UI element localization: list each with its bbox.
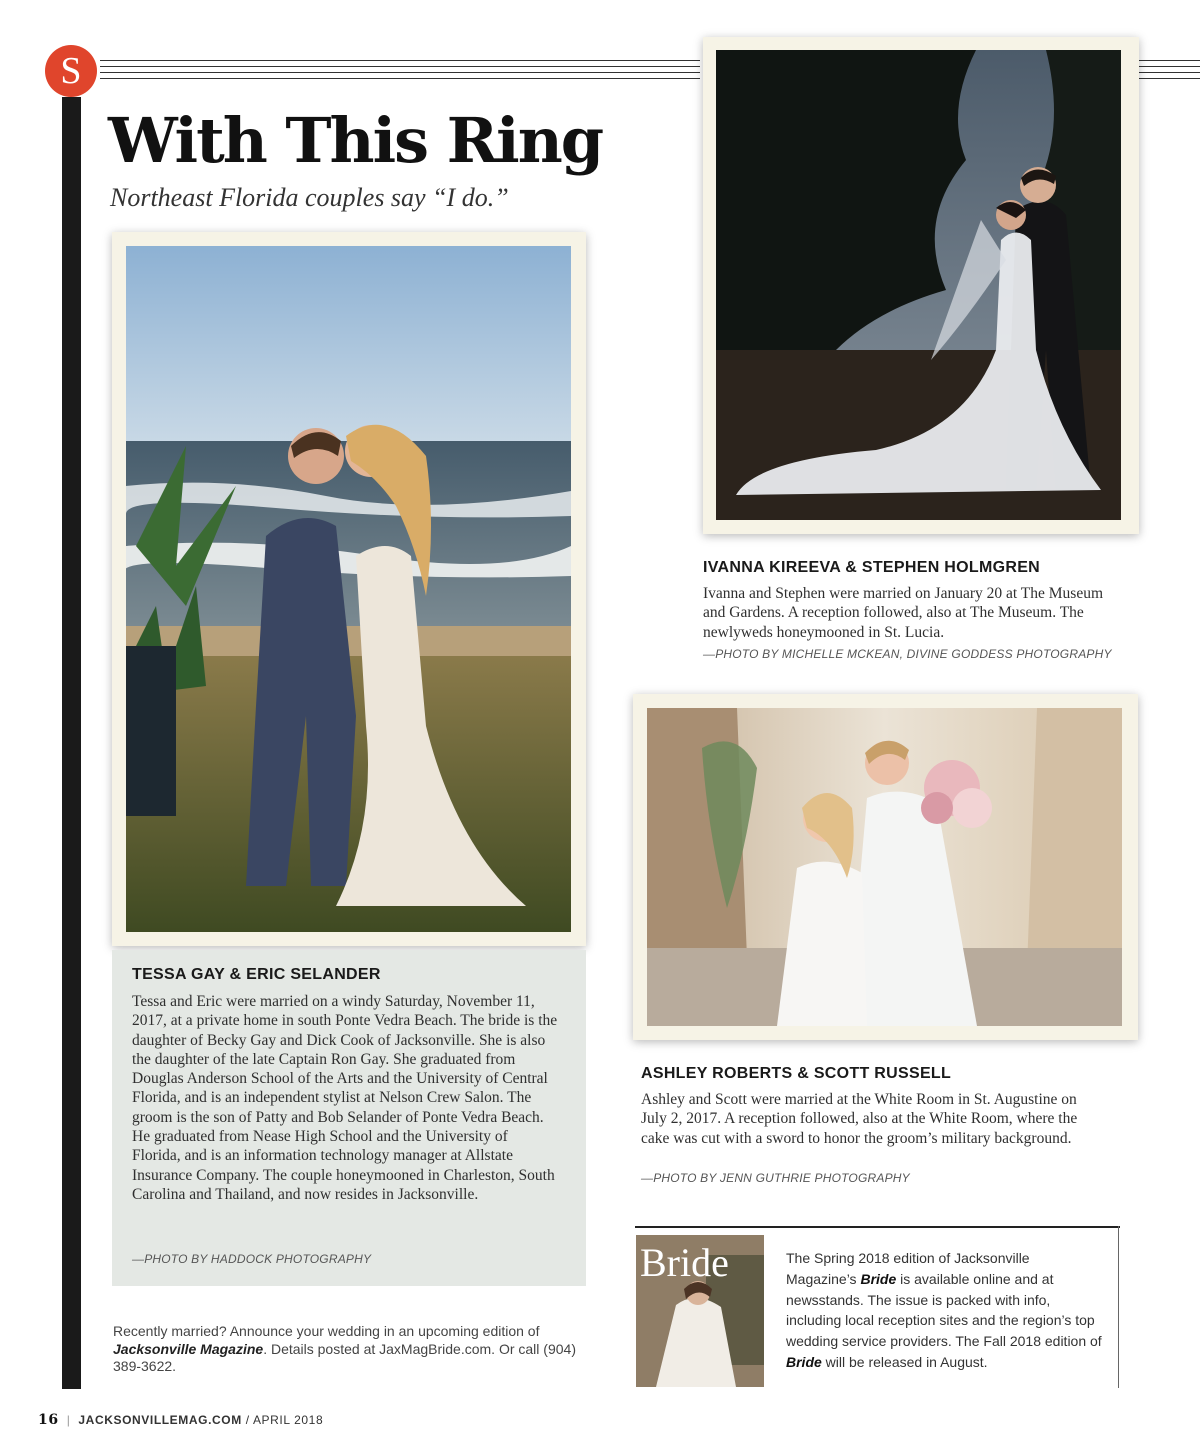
bride-cover-image (636, 1235, 764, 1387)
promo-border (635, 1226, 1120, 1228)
section-bar (62, 97, 81, 1389)
cover-title: Bride (640, 1240, 729, 1285)
page-title: With This Ring (108, 104, 603, 177)
page-subtitle: Northeast Florida couples say “I do.” (110, 183, 509, 212)
story-body: Ashley and Scott were married at the White Room in St. Augustine on July 2, 2017. A reception followed, also at the White Room, where the cake was cut with a sword to honor the groom’s military background. (641, 1091, 1078, 1147)
photo-credit: —PHOTO BY MICHELLE MCKEAN, DIVINE GODDESS PHOTOGRAPHY (703, 647, 1112, 661)
photo-alley-couple (647, 708, 1122, 1026)
promo-text: The Spring 2018 edition of Jacksonville Magazine’s Bride is available online and at newsstands. The issue is packed with info, including local reception sites and the region’s top wedding service providers. The Fall 2018 edition of Bride will be released in August. (786, 1250, 1102, 1370)
photo-credit: —PHOTO BY HADDOCK PHOTOGRAPHY (132, 1252, 372, 1266)
footer-site: JACKSONVILLEMAG.COM (78, 1413, 242, 1427)
section-badge: S (45, 45, 97, 97)
header-rule (1138, 72, 1200, 73)
couple-names: ASHLEY ROBERTS & SCOTT RUSSELL (641, 1065, 952, 1082)
photo-credit: —PHOTO BY JENN GUTHRIE PHOTOGRAPHY (641, 1171, 910, 1185)
announcement-text: Recently married? Announce your wedding in an upcoming edition of Jacksonville Magazine. Details posted at JaxMagBride.com. Or call (904) 389-3622. (113, 1323, 576, 1374)
page-number: 16 (38, 1412, 59, 1428)
header-rule (1138, 78, 1200, 79)
couple-names: IVANNA KIREEVA & STEPHEN HOLMGREN (703, 559, 1041, 576)
page-footer (38, 1412, 323, 1428)
story-body: Tessa and Eric were married on a windy Saturday, November 11, 2017, at a private home in south Ponte Vedra Beach. The bride is the daughter of Becky Gay and Dick Cook of Jacksonville. She is also the daughter of the late Captain Ron Gay. She graduated from Douglas Anderson School of the Arts and the University of Central Florida, and is an independent stylist at Nelson Crew Salon. The groom is the son of Patty and Bob Selander of Ponte Vedra Beach. He graduated from Nease High School and the University of Florida, and is an information technology manager at Allstate Insurance Company. The couple honeymooned in Charleston, South Carolina and Thailand, and now resides in Jacksonville. (132, 993, 558, 1203)
beach-photo-art (126, 246, 571, 932)
photo-museum-couple (716, 50, 1121, 520)
header-rule (1138, 66, 1200, 67)
bride-title: Bride (786, 1353, 822, 1370)
footer-issue: / APRIL 2018 (245, 1413, 324, 1427)
header-rule (100, 72, 700, 73)
header-rule (100, 78, 700, 79)
header-rule (100, 60, 700, 61)
alley-photo-art (647, 708, 1122, 1026)
promo-border (1118, 1226, 1119, 1388)
footer-separator: | (66, 1413, 71, 1427)
museum-photo-art (716, 50, 1121, 520)
couple-names: TESSA GAY & ERIC SELANDER (132, 966, 381, 983)
bride-title: Bride (860, 1270, 897, 1287)
header-rule (100, 66, 700, 67)
photo-beach-couple (126, 246, 571, 932)
header-rule (1138, 60, 1200, 61)
magazine-name: Jacksonville Magazine (113, 1340, 264, 1357)
story-body: Ivanna and Stephen were married on January 20 at The Museum and Gardens. A reception followed, also at The Museum. The newlyweds honeymooned in St. Lucia. (703, 585, 1104, 641)
